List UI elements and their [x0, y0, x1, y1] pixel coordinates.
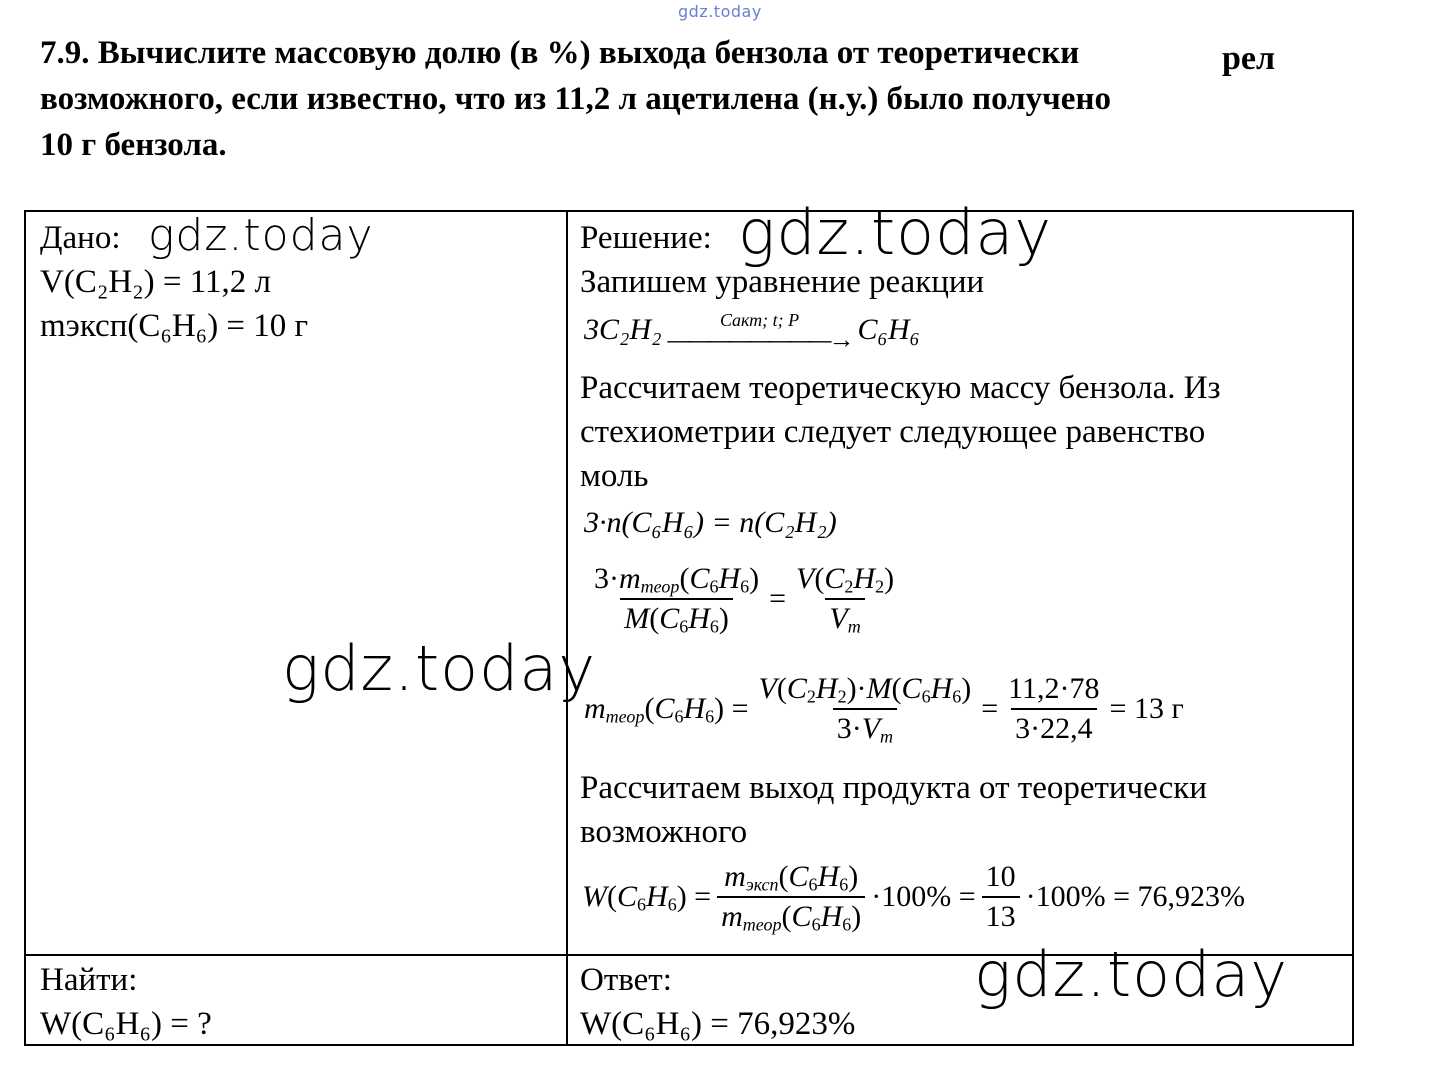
- reaction-product: C₆H₆: [857, 312, 921, 346]
- overlap-fragment: рел: [1222, 40, 1276, 77]
- find-value: W(C₆H₆) = ?: [40, 1006, 212, 1042]
- formula-mole-ratio: 3·n(C₆H₆) = n(C₂H₂): [584, 506, 837, 539]
- reaction-equation: [584, 310, 921, 354]
- solution-step-3-line-2: возможного: [580, 814, 748, 850]
- watermark-top: gdz.today: [678, 2, 762, 21]
- reaction-arrow: [667, 310, 852, 354]
- given-volume: V(C₂H₂) = 11,2 л: [40, 264, 272, 300]
- task-line-1: 7.9. Вычислите массовую долю (в %) выхода бензола от теоретически: [40, 35, 1080, 71]
- answer-value: W(C₆H₆) = 76,923%: [580, 1006, 856, 1042]
- watermark-1: gdz.today: [148, 210, 374, 261]
- task-line-2: возможного, если известно, что из 11,2 л ацетилена (н.у.) было получено: [40, 81, 1111, 117]
- solution-step-3-line-1: Рассчитаем выход продукта от теоретически: [580, 770, 1207, 806]
- solution-label: Решение:: [580, 220, 712, 256]
- solution-step-2-line-2: стехиометрии следует следующее равенство: [580, 414, 1206, 450]
- given-label: Дано:: [40, 220, 121, 256]
- formula-mass-ratio: $\frac{3\cdot m_{теор}(C_6H_6)}{M(C_6H_6)}$ = $\frac{V(C_2H_2)}{V_m}$: [594, 562, 895, 637]
- find-label: Найти:: [40, 962, 138, 998]
- watermark-4: gdz.today: [974, 938, 1289, 1011]
- reaction-condition: Cакт; t; P: [719, 310, 800, 330]
- formula-theoretical-mass: $m_{теор}(C_6H_6)$ = $\frac{V(C_2H_2)\cdot M(C_6H_6)}{3\cdot V_m}$ = $\frac{11,2\cdot 78}{3\cdot 22,4}$ = 13 г: [584, 672, 1184, 747]
- formula-yield: $W(C_6H_6)$ = $\frac{m_{эксп}(C_6H_6)}{m_{теор}(C_6H_6)}$ ·100% = $\frac{10}{13}$ ·100% = 76,923%: [582, 860, 1246, 935]
- watermark-2: gdz.today: [738, 196, 1053, 269]
- arrow-shaft: ————————→: [667, 325, 852, 354]
- task-line-3: 10 г бензола.: [40, 127, 227, 163]
- task-statement: [40, 30, 1340, 168]
- yield-result: ·100% = 76,923%: [1025, 880, 1246, 913]
- given-mass: mэксп(C₆H₆) = 10 г: [40, 308, 309, 344]
- watermark-3: gdz.today: [282, 632, 597, 705]
- reaction-reactant: 3C₂H₂: [584, 312, 662, 346]
- solution-step-2-line-1: Рассчитаем теоретическую массу бензола. Из: [580, 370, 1221, 406]
- solution-step-2-line-3: моль: [580, 458, 649, 494]
- column-divider: [566, 212, 568, 1044]
- solution-step-1: Запишем уравнение реакции: [580, 264, 985, 300]
- solution-table: [24, 210, 1354, 1046]
- answer-label: Ответ:: [580, 962, 672, 998]
- theoretical-mass-result: = 13 г: [1109, 692, 1184, 725]
